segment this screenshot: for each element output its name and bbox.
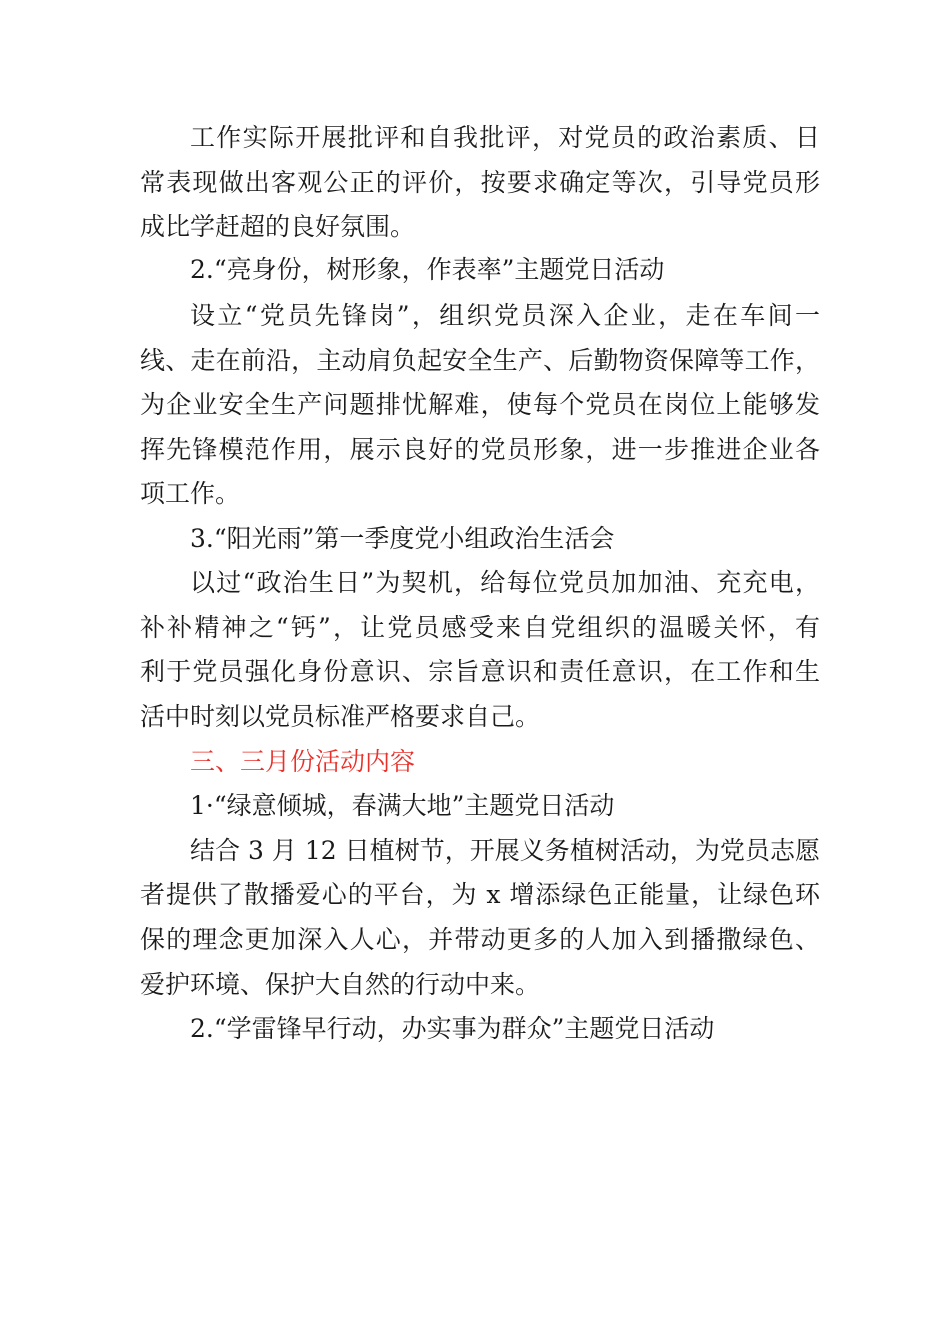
- body-text-line: 为企业安全生产问题排忧解难，使每个党员在岗位上能够发: [140, 390, 820, 419]
- body-text-line: 补补精神之“钙”，让党员感受来自党组织的温暖关怀，有: [140, 613, 820, 642]
- body-text-line: 常表现做出客观公正的评价，按要求确定等次，引导党员形: [140, 168, 820, 197]
- body-text-line: 保的理念更加深入人心，并带动更多的人加入到播撒绿色、: [140, 925, 820, 954]
- body-text-line: 者提供了散播爱心的平台，为 x 增添绿色正能量，让绿色环: [140, 880, 820, 909]
- body-text-line: 结合 3 月 12 日植树节，开展义务植树活动，为党员志愿: [190, 836, 820, 865]
- body-text-line: 线、走在前沿，主动肩负起安全生产、后勤物资保障等工作，: [140, 346, 820, 375]
- body-text-line: 挥先锋模范作用，展示良好的党员形象，进一步推进企业各: [140, 435, 820, 464]
- section-heading: 三、三月份活动内容: [190, 747, 416, 776]
- body-text-line: 成比学赶超的良好氛围。: [140, 212, 416, 241]
- section-subheading: 2.“学雷锋早行动，办实事为群众”主题党日活动: [190, 1014, 715, 1043]
- section-subheading: 1·“绿意倾城，春满大地”主题党日活动: [190, 791, 615, 820]
- body-text-line: 利于党员强化身份意识、宗旨意识和责任意识，在工作和生: [140, 657, 820, 686]
- body-text-line: 以过“政治生日”为契机，给每位党员加加油、充充电，: [190, 568, 820, 597]
- body-text-line: 工作实际开展批评和自我批评，对党员的政治素质、日: [190, 123, 820, 152]
- body-text-line: 活中时刻以党员标准严格要求自己。: [140, 702, 541, 731]
- section-subheading: 3.“阳光雨”第一季度党小组政治生活会: [190, 524, 615, 553]
- body-text-line: 爱护环境、保护大自然的行动中来。: [140, 970, 541, 999]
- section-subheading: 2.“亮身份，树形象，作表率”主题党日活动: [190, 255, 665, 284]
- body-text-line: 设立“党员先锋岗”，组织党员深入企业，走在车间一: [190, 301, 820, 330]
- body-text-line: 项工作。: [140, 479, 241, 508]
